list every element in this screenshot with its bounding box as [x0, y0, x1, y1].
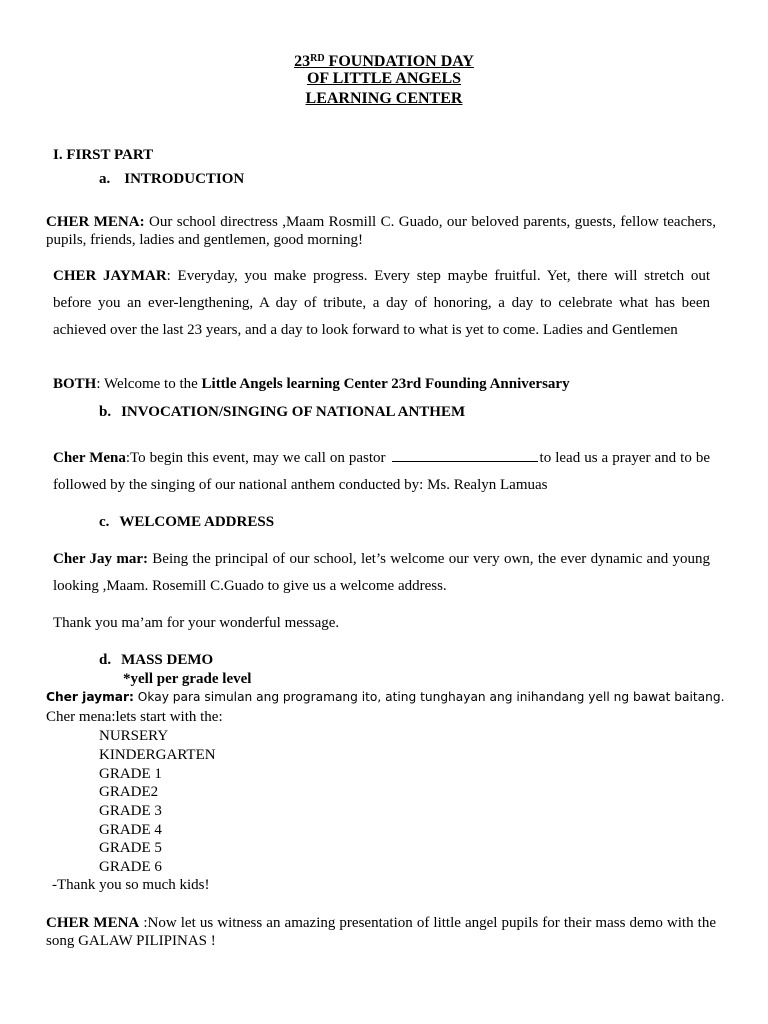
- section-d-letter: d.: [99, 652, 112, 668]
- section-d-title: MASS DEMO: [121, 652, 214, 668]
- mena-greeting-paragraph: [46, 213, 716, 249]
- section-b-letter: b.: [99, 404, 112, 420]
- thank-you-maam-line: Thank you ma’am for your wonderful message.: [53, 615, 340, 631]
- paragraph-text: to lead us a prayer and to be followed by the singing of our national anthem conducted by: Ms. Realyn Lamuas: [53, 450, 710, 493]
- grade-level-item: GRADE 4: [99, 822, 162, 838]
- grade-level-item: GRADE2: [99, 784, 159, 800]
- grade-level-item: NURSERY: [99, 728, 169, 744]
- speaker-label: Cher Jay mar:: [53, 551, 148, 567]
- speaker-label: CHER JAYMAR: [53, 268, 167, 284]
- section-b-heading: [99, 404, 465, 421]
- paragraph-text: : Everyday, you make progress. Every step maybe fruitful. Yet, there will stretch out before you an ever-lengthening, A day of tribute, a day of honoring, a day to celebrate what has been achieved over the last 23 years, and a day to look forward to what is yet to come. Ladies and Gentlemen: [53, 268, 710, 338]
- mena-start-line: Cher mena:lets start with the:: [46, 709, 223, 725]
- paragraph-text: Okay para simulan ang programang ito, ating tunghayan ang inihandang yell ng bawat baitang.: [133, 690, 725, 704]
- section-a-title: INTRODUCTION: [124, 171, 245, 187]
- title-foundation-day: FOUNDATION DAY: [324, 53, 474, 70]
- speaker-label: CHER MENA: [46, 915, 140, 931]
- document-title-line-1: [0, 50, 768, 71]
- event-name: Little Angels learning Center 23rd Founding Anniversary: [201, 376, 570, 392]
- jaymar-yell-line: [46, 690, 724, 704]
- section-a-letter: a.: [99, 171, 111, 187]
- section-d-subtitle: *yell per grade level: [123, 671, 252, 687]
- speaker-label: Cher jaymar:: [46, 690, 134, 704]
- section-d-heading: [99, 652, 213, 669]
- paragraph-text: Our school directress ,Maam Rosmill C. Guado, our beloved parents, guests, fellow teachers, pupils, friends, ladies and gentlemen, good morning!: [46, 214, 716, 248]
- speaker-label: Cher Mena: [53, 450, 126, 466]
- title-anniversary-number: 23: [294, 53, 311, 70]
- jaymar-welcome-paragraph: [53, 546, 710, 600]
- grade-level-item: GRADE 3: [99, 803, 162, 819]
- jaymar-intro-paragraph: [53, 263, 710, 344]
- paragraph-text: :To begin this event, may we call on pastor: [125, 450, 390, 466]
- document-title-line-3: LEARNING CENTER: [305, 90, 463, 107]
- speaker-label: CHER MENA:: [46, 214, 145, 230]
- paragraph-text: : Welcome to the: [96, 376, 202, 392]
- grade-level-item: KINDERGARTEN: [99, 747, 216, 763]
- mena-mass-demo-paragraph: [46, 914, 716, 950]
- grade-level-item: GRADE 1: [99, 766, 162, 782]
- thank-you-kids-line: -Thank you so much kids!: [52, 877, 210, 893]
- section-a-heading: [99, 171, 244, 188]
- section-b-title: INVOCATION/SINGING OF NATIONAL ANTHEM: [121, 404, 466, 420]
- grade-level-item: GRADE 6: [99, 859, 162, 875]
- paragraph-text: :Now let us witness an amazing presentation of little angel pupils for their mass demo with the song GALAW PILIPINAS !: [46, 915, 716, 949]
- grade-level-item: GRADE 5: [99, 840, 162, 856]
- both-welcome-line: [53, 376, 570, 393]
- speaker-label: BOTH: [53, 376, 97, 392]
- title-ordinal-suffix: RD: [310, 53, 325, 64]
- section-c-heading: [99, 514, 274, 531]
- document-title-line-2: OF LITTLE ANGELS: [306, 70, 462, 87]
- mena-invocation-paragraph: [53, 445, 710, 499]
- pastor-name-blank-line: [392, 448, 538, 462]
- section-c-letter: c.: [99, 514, 110, 530]
- part-heading: I. FIRST PART: [53, 147, 154, 163]
- section-c-title: WELCOME ADDRESS: [119, 514, 275, 530]
- paragraph-text: Being the principal of our school, let’s welcome our very own, the ever dynamic and young looking ,Maam. Rosemill C.Guado to give us a welcome address.: [53, 551, 711, 594]
